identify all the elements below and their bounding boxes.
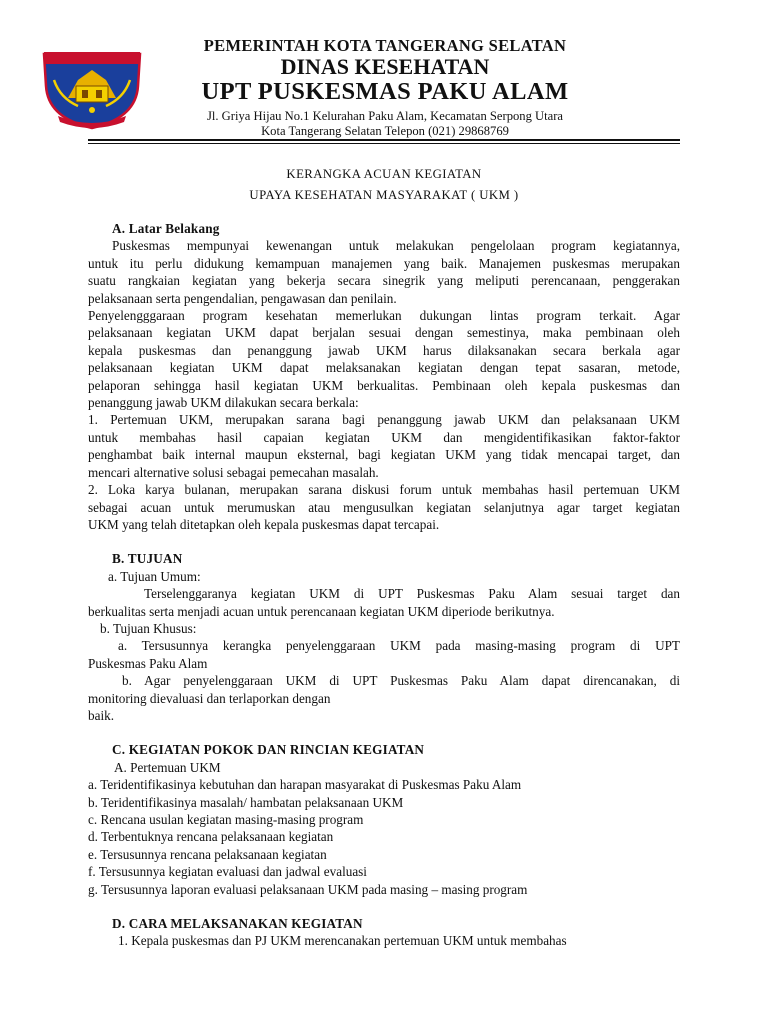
government-name: PEMERINTAH KOTA TANGERANG SELATAN bbox=[203, 36, 567, 55]
list-item: b. Teridentifikasinya masalah/ hambatan pelaksanaan UKM bbox=[88, 794, 404, 810]
section-heading-latar-belakang: A. Latar Belakang bbox=[112, 221, 220, 236]
paragraph-line: pelaksanaan kegiatan UKM dapat berjalan sesuai dengan semestinya, maka pembinaan oleh bbox=[88, 325, 680, 341]
document-body bbox=[88, 220, 680, 950]
list-item: g. Tersusunnya laporan evaluasi pelaksanaan UKM pada masing – masing program bbox=[88, 881, 528, 897]
paragraph-line: monitoring dievaluasi dan terlaporkan dengan bbox=[88, 690, 331, 706]
list-item: f. Tersusunnya kegiatan evaluasi dan jadwal evaluasi bbox=[88, 864, 367, 880]
list-item: e. Tersusunnya rencana pelaksanaan kegiatan bbox=[88, 846, 327, 862]
address-line: Jl. Griya Hijau No.1 Kelurahan Paku Alam, Kecamatan Serpong Utara bbox=[206, 109, 564, 123]
paragraph-line: penghambat baik internal maupun eksternal, bagi kegiatan UKM yang tidak mencapai target, dan bbox=[88, 447, 680, 463]
paragraph-line: suatu rangkaian kegiatan yang bekerja secara sinegrik yang meliputi perencanaan, penggerakan bbox=[88, 273, 680, 289]
paragraph-line: Terselenggaranya kegiatan UKM di UPT Puskesmas Paku Alam sesuai target dan bbox=[144, 586, 680, 602]
paragraph-line: untuk itu perlu didukung kemampuan manajemen yang baik. Manajemen puskesmas merupakan bbox=[88, 255, 680, 271]
paragraph-line: Penyelengggaraan program kesehatan memerlukan dukungan lintas program terkait. Agar bbox=[88, 308, 680, 324]
paragraph-line: penanggung jawab UKM dilakukan secara berkala: bbox=[88, 395, 359, 411]
list-item: b. Agar penyelenggaraan UKM di UPT Puskesmas Paku Alam dapat direncanakan, di bbox=[122, 673, 680, 689]
city-emblem-icon bbox=[38, 40, 146, 132]
paragraph-line: pelaporan sehingga hasil kegiatan UKM berkualitas. Pembinaan oleh kepala puskesmas dan bbox=[88, 377, 680, 393]
subsection-label: A. Pertemuan UKM bbox=[114, 759, 221, 775]
document-title: KERANGKA ACUAN KEGIATAN bbox=[286, 167, 482, 181]
paragraph-line: sebagai acuan untuk merumuskan atau mengusulkan kegiatan selanjutnya agar target kegiatan bbox=[88, 499, 680, 515]
paragraph-line: pelaksanaan serta pengendalian, pengawasan dan penilain. bbox=[88, 290, 397, 306]
paragraph-line: pelaksanaan kegiatan UKM dapat melaksanakan kegiatan dengan tepat sasaran, metode, bbox=[88, 360, 680, 376]
letterhead bbox=[0, 0, 768, 150]
list-item: 1. Kepala puskesmas dan PJ UKM merencanakan pertemuan UKM untuk membahas bbox=[118, 933, 567, 949]
paragraph-line: mencari alternative solusi sebagai pemecahan masalah. bbox=[88, 464, 379, 480]
list-item: c. Rencana usulan kegiatan masing-masing program bbox=[88, 812, 364, 827]
list-item: d. Terbentuknya rencana pelaksanaan kegiatan bbox=[88, 829, 334, 845]
section-heading-cara: D. CARA MELAKSANAKAN KEGIATAN bbox=[112, 916, 363, 932]
subsection-label: b. Tujuan Khusus: bbox=[100, 620, 197, 636]
address-line-phone: Kota Tangerang Selatan Telepon (021) 29868769 bbox=[261, 124, 509, 138]
section-heading-kegiatan: C. KEGIATAN POKOK DAN RINCIAN KEGIATAN bbox=[112, 742, 425, 758]
paragraph-line: Puskesmas Paku Alam bbox=[88, 655, 208, 671]
document-subtitle: UPAYA KESEHATAN MASYARAKAT ( UKM ) bbox=[249, 188, 519, 202]
subsection-label: a. Tujuan Umum: bbox=[108, 568, 201, 584]
paragraph-line: baik. bbox=[88, 707, 115, 723]
department-name: DINAS KESEHATAN bbox=[280, 54, 490, 79]
paragraph-line: berkualitas serta menjadi acuan untuk perencanaan kegiatan UKM diperiode berikutnya. bbox=[88, 603, 555, 619]
header-divider bbox=[88, 139, 680, 141]
header-divider-thin bbox=[88, 143, 680, 144]
paragraph-line: untuk membahas hasil capaian kegiatan UKM dan mengidentifikasikan faktor-faktor bbox=[88, 429, 680, 445]
paragraph-line: UKM yang telah ditetapkan oleh kepala puskesmas dapat tercapai. bbox=[88, 516, 440, 532]
organization-name: UPT PUSKESMAS PAKU ALAM bbox=[201, 78, 569, 105]
paragraph-line: kepala puskesmas dan penanggung jawab UKM harus dilaksanakan secara berkala agar bbox=[88, 342, 680, 358]
section-heading-tujuan: B. TUJUAN bbox=[112, 551, 183, 567]
paragraph-line: Puskesmas mempunyai kewenangan untuk melakukan pengelolaan program kegiatannya, bbox=[112, 238, 680, 254]
list-item: a. Teridentifikasinya kebutuhan dan harapan masyarakat di Puskesmas Paku Alam bbox=[88, 777, 522, 793]
list-item: 1. Pertemuan UKM, merupakan sarana bagi penanggung jawab UKM dan pelaksanaan UKM bbox=[88, 412, 680, 428]
list-item: a. Tersusunnya kerangka penyelenggaraan UKM pada masing-masing program di UPT bbox=[118, 638, 680, 654]
list-item: 2. Loka karya bulanan, merupakan sarana diskusi forum untuk membahas hasil pertemuan UKM bbox=[88, 482, 680, 498]
